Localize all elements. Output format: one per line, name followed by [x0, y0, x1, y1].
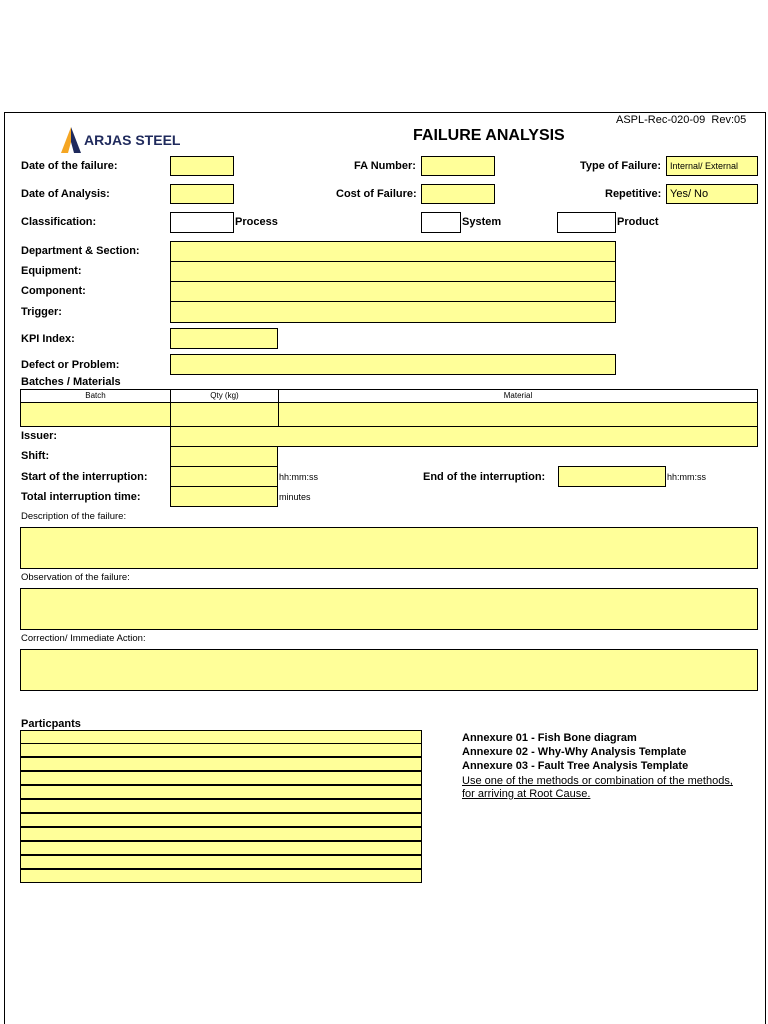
- batch-cell[interactable]: [20, 402, 171, 427]
- method-note-line2: for arriving at Root Cause.: [462, 788, 591, 800]
- kpi-index-field[interactable]: [170, 328, 278, 349]
- description-field[interactable]: [20, 527, 758, 569]
- kpi-index-label: KPI Index:: [21, 333, 75, 345]
- company-logo: [60, 126, 190, 154]
- equipment-label: Equipment:: [21, 265, 82, 277]
- participant-row[interactable]: [20, 799, 422, 813]
- date-of-analysis-field[interactable]: [170, 184, 234, 204]
- annexure-02: [462, 745, 686, 759]
- end-interruption-field[interactable]: [558, 466, 666, 487]
- annexure-text: - Why-Why Analysis Template: [528, 746, 687, 758]
- issuer-label: Issuer:: [21, 430, 58, 442]
- cost-of-failure-field[interactable]: [421, 184, 495, 204]
- participant-row[interactable]: [20, 813, 422, 827]
- qty-cell[interactable]: [170, 402, 279, 427]
- participants-heading: Particpants: [21, 718, 81, 730]
- classification-label: Classification:: [21, 216, 97, 228]
- participant-row[interactable]: [20, 869, 422, 883]
- annexure-text: - Fault Tree Analysis Template: [528, 760, 689, 772]
- end-interruption-label: End of the interruption:: [423, 471, 546, 483]
- defect-field[interactable]: [170, 354, 616, 375]
- participant-row[interactable]: [20, 771, 422, 785]
- annexure-01: [462, 731, 637, 745]
- participant-row[interactable]: [20, 730, 422, 744]
- date-of-failure-label: Date of the failure:: [21, 160, 118, 172]
- total-interruption-field[interactable]: [170, 486, 278, 507]
- department-field[interactable]: [170, 241, 616, 262]
- system-label: System: [462, 216, 502, 228]
- participant-row[interactable]: [20, 855, 422, 869]
- fa-number-label: FA Number:: [354, 160, 416, 172]
- trigger-label: Trigger:: [21, 306, 62, 318]
- product-checkbox[interactable]: [557, 212, 616, 233]
- trigger-field[interactable]: [170, 301, 616, 323]
- material-cell[interactable]: [278, 402, 758, 427]
- batch-header: Batch: [20, 389, 171, 403]
- participant-row[interactable]: [20, 785, 422, 799]
- participant-row[interactable]: [20, 743, 422, 757]
- equipment-field[interactable]: [170, 261, 616, 282]
- batches-heading: Batches / Materials: [21, 376, 121, 388]
- doc-ref: ASPL-Rec-020-09 Rev:05: [616, 114, 747, 126]
- shift-field[interactable]: [170, 446, 278, 467]
- date-of-failure-field[interactable]: [170, 156, 234, 176]
- total-interruption-label: Total interruption time:: [21, 491, 141, 503]
- material-header: Material: [278, 389, 758, 403]
- process-checkbox[interactable]: [170, 212, 234, 233]
- annexure-text: - Fish Bone diagram: [528, 732, 637, 744]
- system-checkbox[interactable]: [421, 212, 461, 233]
- product-label: Product: [617, 216, 659, 228]
- participant-row[interactable]: [20, 827, 422, 841]
- fa-number-field[interactable]: [421, 156, 495, 176]
- annexure-03: [462, 759, 688, 773]
- arjas-logo-icon: [60, 126, 82, 154]
- annexure-label: Annexure 02: [462, 746, 529, 758]
- participant-row[interactable]: [20, 757, 422, 771]
- description-label: Description of the failure:: [21, 511, 127, 522]
- annexure-label: Annexure 01: [462, 732, 529, 744]
- qty-header: Qty (kg): [170, 389, 279, 403]
- observation-label: Observation of the failure:: [21, 572, 130, 583]
- component-field[interactable]: [170, 281, 616, 302]
- company-name: ARJAS STEEL: [84, 132, 181, 148]
- issuer-field[interactable]: [170, 426, 758, 447]
- correction-field[interactable]: [20, 649, 758, 691]
- start-interruption-field[interactable]: [170, 466, 278, 487]
- repetitive-field[interactable]: Yes/ No: [666, 184, 758, 204]
- start-time-unit: hh:mm:ss: [279, 472, 319, 482]
- type-of-failure-label: Type of Failure:: [580, 160, 662, 172]
- cost-of-failure-label: Cost of Failure:: [336, 188, 417, 200]
- date-of-analysis-label: Date of Analysis:: [21, 188, 110, 200]
- method-note-line1: Use one of the methods or combination of the methods,: [462, 775, 733, 787]
- correction-label: Correction/ Immediate Action:: [21, 633, 146, 644]
- type-of-failure-field[interactable]: Internal/ External: [666, 156, 758, 176]
- shift-label: Shift:: [21, 450, 50, 462]
- department-label: Department & Section:: [21, 245, 140, 257]
- defect-label: Defect or Problem:: [21, 359, 120, 371]
- end-time-unit: hh:mm:ss: [667, 472, 707, 482]
- participant-row[interactable]: [20, 841, 422, 855]
- page-title: FAILURE ANALYSIS: [413, 127, 565, 144]
- start-interruption-label: Start of the interruption:: [21, 471, 148, 483]
- component-label: Component:: [21, 285, 86, 297]
- observation-field[interactable]: [20, 588, 758, 630]
- process-label: Process: [235, 216, 278, 228]
- annexure-label: Annexure 03: [462, 760, 529, 772]
- repetitive-label: Repetitive:: [605, 188, 662, 200]
- minutes-unit: minutes: [279, 492, 311, 502]
